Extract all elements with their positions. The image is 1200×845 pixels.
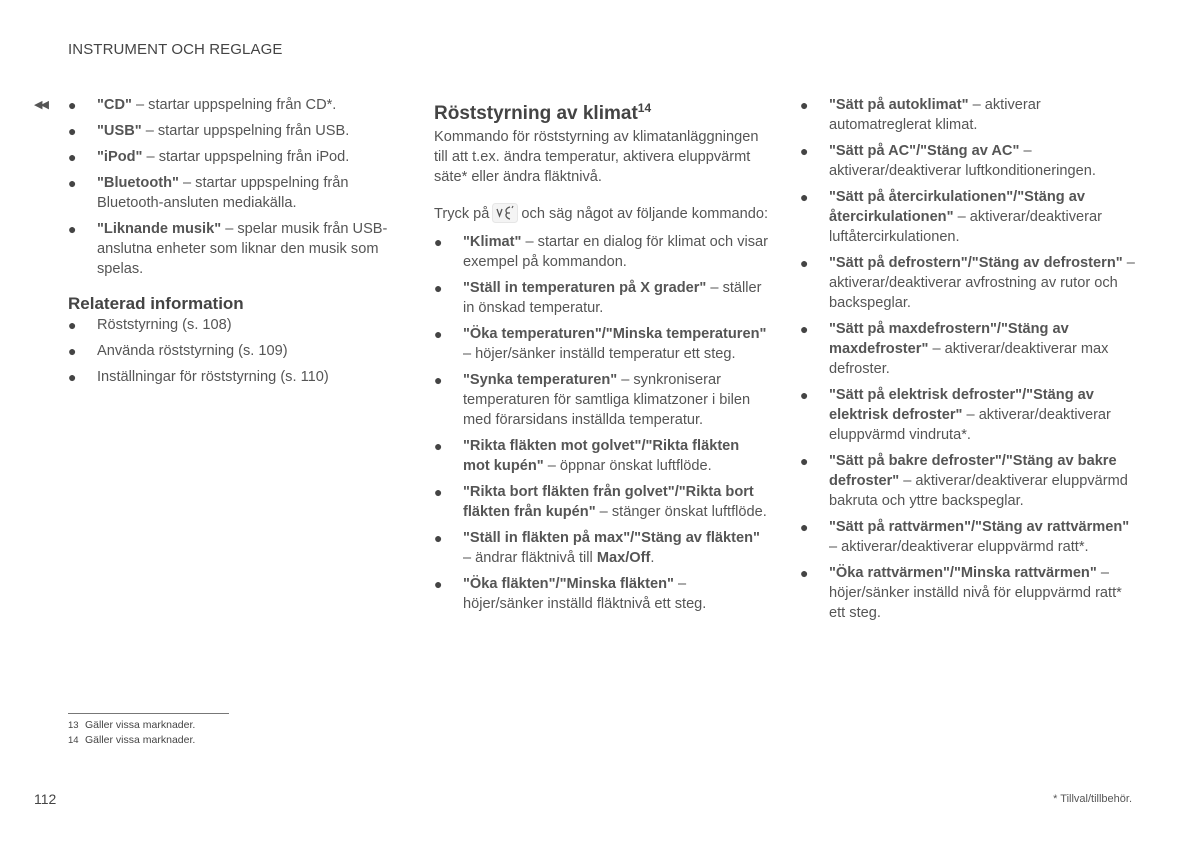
footnote: [68, 733, 195, 748]
media-command-list: [68, 95, 408, 279]
list-item: [800, 563, 1140, 623]
description-text: – höjer/sänker inställd nivå för eluppvärmd ratt* ett steg.: [829, 565, 1122, 621]
value-text: Max/Off: [596, 550, 651, 566]
command-text: "Ställ in fläkten på max"/"Stäng av fläkten": [463, 530, 760, 546]
footnote-divider: [68, 713, 229, 714]
description-text: – synkroniserar temperaturen för samtliga klimatzoner i bilen med förarsidans inställda temperatur.: [463, 372, 751, 428]
list-item: [434, 436, 769, 476]
command-text: "Sätt på återcirkulationen"/"Stäng av återcirkulationen": [829, 189, 1085, 225]
bullet-icon: ●: [68, 97, 77, 113]
command-text: "Sätt på defrostern"/"Stäng av defrostern": [829, 255, 1123, 271]
description-text: – höjer/sänker inställd temperatur ett steg.: [463, 346, 736, 362]
bullet-icon: ●: [800, 387, 809, 403]
bullet-icon: ●: [800, 565, 809, 581]
command-text: "Ställ in temperaturen på X grader": [463, 280, 707, 296]
description-text: – aktiverar/deaktiverar luftkonditioneringen.: [829, 143, 1096, 179]
description-text: – aktiverar/deaktiverar luftåtercirkulationen.: [829, 209, 1102, 245]
bullet-icon: ●: [434, 484, 443, 500]
footnote-number: 14: [68, 735, 79, 746]
description-text: – höjer/sänker inställd fläktnivå ett steg.: [463, 576, 707, 612]
bullet-icon: ●: [68, 149, 77, 165]
page-number: 112: [34, 791, 57, 807]
command-text: "CD": [97, 97, 132, 113]
command-text: "Sätt på bakre defroster"/"Stäng av bakre defroster": [829, 453, 1117, 489]
description-text: – startar uppspelning från Bluetooth-ansluten mediakälla.: [97, 175, 349, 211]
bullet-icon: ●: [68, 343, 77, 359]
intro-paragraph: Kommando för röststyrning av klimatanläggningen till att t.ex. ändra temperatur, aktivera eluppvärmt säte* eller ändra fläktnivå.: [434, 129, 759, 185]
command-text: "Synka temperaturen": [463, 372, 618, 388]
list-item: [800, 319, 1140, 379]
related-link[interactable]: [68, 315, 408, 335]
bullet-icon: ●: [800, 143, 809, 159]
description-text: – startar en dialog för klimat och visar exempel på kommandon.: [463, 234, 769, 270]
list-item: [434, 528, 769, 568]
list-item: [68, 147, 408, 167]
description-text: – ändrar fläktnivå till: [463, 550, 597, 566]
command-text: "Sätt på autoklimat": [829, 97, 969, 113]
list-item: [800, 253, 1140, 313]
related-link[interactable]: [68, 367, 408, 387]
instruction-text-before: Tryck på: [434, 206, 490, 222]
page-header: INSTRUMENT OCH REGLAGE: [68, 41, 283, 58]
command-text: "Sätt på elektrisk defroster"/"Stäng av elektrisk defroster": [829, 387, 1094, 423]
list-item: [434, 232, 769, 272]
bullet-icon: ●: [434, 530, 443, 546]
related-link-text[interactable]: Inställningar för röststyrning (s. 110): [97, 369, 329, 385]
bullet-icon: ●: [800, 519, 809, 535]
bullet-icon: ●: [68, 175, 77, 191]
bullet-icon: ●: [800, 189, 809, 205]
command-text: "Klimat": [463, 234, 522, 250]
bullet-icon: ●: [800, 97, 809, 113]
instruction-text-after: och säg något av följande kommando:: [521, 206, 769, 222]
bullet-icon: ●: [68, 317, 77, 333]
bullet-icon: ●: [68, 123, 77, 139]
voice-control-icon: [492, 203, 518, 223]
list-item: [68, 173, 408, 213]
command-text: "iPod": [97, 149, 143, 165]
related-link-text[interactable]: Röststyrning (s. 108): [97, 317, 232, 333]
related-link[interactable]: [68, 341, 408, 361]
footnote: [68, 718, 195, 733]
bullet-icon: ●: [68, 369, 77, 385]
command-text: "Bluetooth": [97, 175, 179, 191]
list-item: [68, 219, 408, 279]
list-item: [800, 451, 1140, 511]
command-text: "Öka temperaturen"/"Minska temperaturen": [463, 326, 767, 342]
bullet-icon: ●: [434, 280, 443, 296]
list-item: [68, 121, 408, 141]
optional-accessory-note: * Tillval/tillbehör.: [1053, 793, 1132, 805]
list-item: [800, 187, 1140, 247]
related-info-heading: Relaterad information: [68, 294, 244, 313]
description-text: – stänger önskat luftflöde.: [595, 504, 767, 520]
list-item: [434, 370, 769, 430]
command-text: "Sätt på AC"/"Stäng av AC": [829, 143, 1020, 159]
instruction-paragraph: [434, 203, 769, 224]
list-item: [68, 95, 408, 115]
description-text: – spelar musik från USB-anslutna enheter som liknar den musik som spelas.: [97, 221, 388, 277]
description-text: – aktiverar automatreglerat klimat.: [829, 97, 1041, 133]
footnote-text: Gäller vissa marknader.: [85, 734, 196, 746]
description-text: – startar uppspelning från CD*.: [131, 97, 337, 113]
list-item: [800, 141, 1140, 181]
description-text: – startar uppspelning från USB.: [141, 123, 350, 139]
climate-command-list: [434, 232, 769, 614]
column-3: [800, 95, 1140, 629]
command-text: "Öka rattvärmen"/"Minska rattvärmen": [829, 565, 1097, 581]
bullet-icon: ●: [434, 438, 443, 454]
description-text: – startar uppspelning från iPod.: [142, 149, 350, 165]
continued-arrow-icon: ◀◀: [34, 99, 47, 111]
description-text: – aktiverar/deaktiverar avfrostning av rutor och backspeglar.: [829, 255, 1135, 311]
section-title-text: Röststyrning av klimat: [434, 103, 638, 124]
description-text: – aktiverar/deaktiverar max defroster.: [829, 341, 1109, 377]
bullet-icon: ●: [68, 221, 77, 237]
command-text: "USB": [97, 123, 142, 139]
description-text: – aktiverar/deaktiverar eluppvärmd ratt*.: [829, 539, 1089, 555]
bullet-icon: ●: [800, 453, 809, 469]
footnote-ref: 14: [637, 101, 652, 115]
bullet-icon: ●: [434, 576, 443, 592]
description-text: – aktiverar/deaktiverar eluppvärmd bakruta och yttre backspeglar.: [829, 473, 1128, 509]
list-item: [800, 95, 1140, 135]
bullet-icon: ●: [434, 372, 443, 388]
command-text: "Sätt på rattvärmen"/"Stäng av rattvärmen": [829, 519, 1130, 535]
list-item: [434, 278, 769, 318]
footnotes: [68, 718, 195, 748]
description-text: – ställer in önskad temperatur.: [463, 280, 762, 316]
command-text: "Rikta fläkten mot golvet"/"Rikta fläkten mot kupén": [463, 438, 740, 474]
climate-command-list-continued: [800, 95, 1140, 623]
list-item: [800, 385, 1140, 445]
bullet-icon: ●: [800, 321, 809, 337]
footnote-text: Gäller vissa marknader.: [85, 719, 196, 731]
command-text: "Sätt på maxdefrostern"/"Stäng av maxdefroster": [829, 321, 1069, 357]
list-item: [434, 574, 769, 614]
description-text: – öppnar önskat luftflöde.: [543, 458, 712, 474]
section-title: [434, 95, 769, 127]
list-item: [800, 517, 1140, 557]
command-text: "Rikta bort fläkten från golvet"/"Rikta bort fläkten från kupén": [463, 484, 754, 520]
column-2: [434, 95, 769, 620]
list-item: [434, 324, 769, 364]
related-links-list: [68, 315, 408, 387]
bullet-icon: ●: [800, 255, 809, 271]
description-text-end: .: [650, 550, 655, 566]
footnote-number: 13: [68, 720, 79, 731]
bullet-icon: ●: [434, 234, 443, 250]
bullet-icon: ●: [434, 326, 443, 342]
list-item: [434, 482, 769, 522]
description-text: – aktiverar/deaktiverar eluppvärmd vindruta*.: [829, 407, 1111, 443]
command-text: "Liknande musik": [97, 221, 222, 237]
column-1: [68, 95, 408, 393]
related-link-text[interactable]: Använda röststyrning (s. 109): [97, 343, 288, 359]
command-text: "Öka fläkten"/"Minska fläkten": [463, 576, 674, 592]
